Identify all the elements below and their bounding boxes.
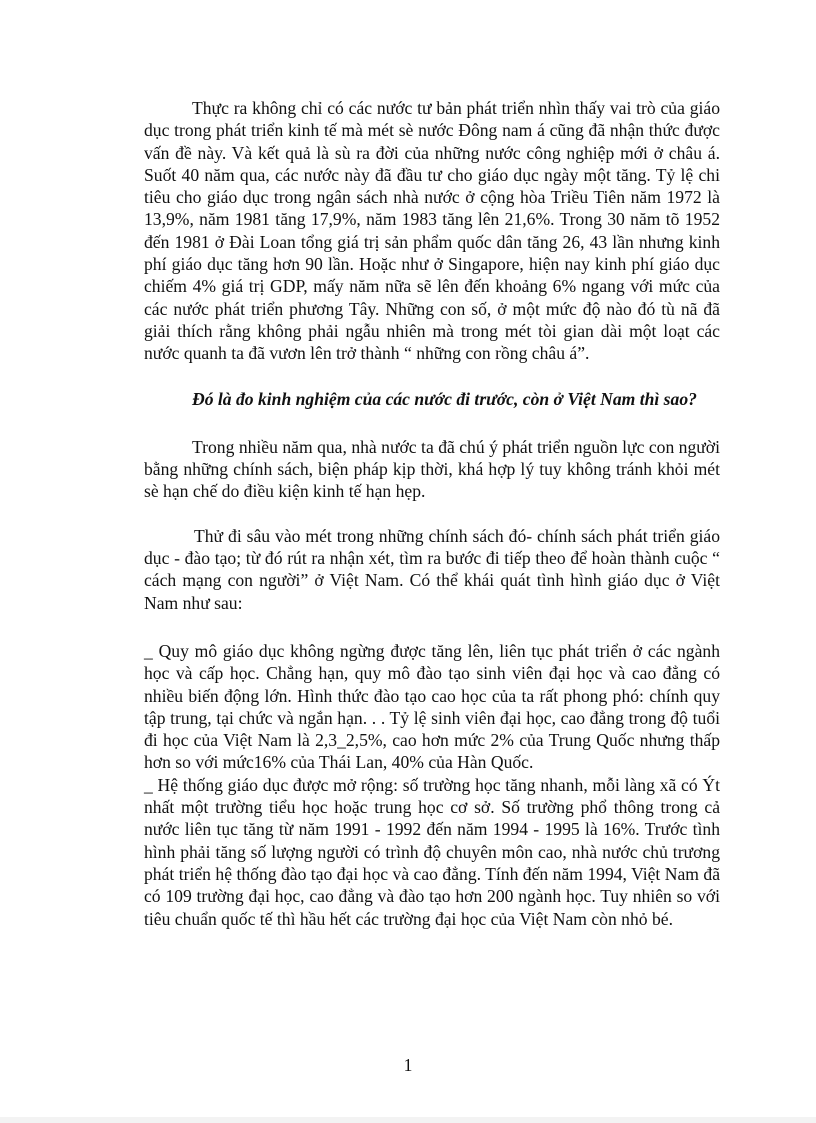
section-question-heading: Đó là đo kinh nghiệm của các nước đi trước, còn ở Việt Nam thì sao? — [192, 388, 697, 409]
list-item-system: _ Hệ thống giáo dục được mở rộng: số trường học tăng nhanh, mỗi làng xã có Ýt nhất một trường tiểu học hoặc trung học cơ sở. Số trường phổ thông trong cả nước liên tục tăng từ năm 1991 - 1992 đến năm 1994 - 1995 là 16%. Trước tình hình phải tăng số lượng người có trình độ chuyên môn cao, nhà nước chủ trương phát triển hệ thống đào tạo đại học và cao đẳng. Tính đến năm 1994, Việt Nam đã có 109 trường đại học, cao đẳng và đào tạo hơn 200 ngành học. Tuy nhiên so với tiêu chuẩn quốc tế thì hầu hết các trường đại học của Việt Nam còn nhỏ bé. — [144, 774, 720, 929]
page-number: 1 — [403, 1055, 413, 1075]
paragraph-education-overview: Thử đi sâu vào mét trong những chính sách đó- chính sách phát triển giáo dục - đào tạo; từ đó rút ra nhận xét, tìm ra bước đi tiếp theo để hoàn thành cuộc “ cách mạng con người” ở Việt Nam. Có thể khái quát tình hình giáo dục ở Việt Nam như sau: — [144, 525, 720, 613]
document-body — [144, 97, 720, 930]
paragraph-asian-tigers: Thực ra không chỉ có các nước tư bản phát triển nhìn thấy vai trò của giáo dục trong phát triển kinh tế mà mét sè nước Đông nam á cũng đã nhận thức được vấn đề này. Và kết quả là sù ra đời của những nước công nghiệp mới ở châu á. Suốt 40 năm qua, các nước này đã đầu tư cho giáo dục ngày một tăng. Tỷ lệ chi tiêu cho giáo dục trong ngân sách nhà nước ở cộng hòa Triều Tiên năm 1972 là 13,9%, năm 1981 tăng 17,9%, năm 1983 tăng lên 21,6%. Trong 30 năm tõ 1952 đến 1981 ở Đài Loan tổng giá trị sản phẩm quốc dân tăng 26, 43 lần nhưng kinh phí giáo dục tăng hơn 90 lần. Hoặc như ở Singapore, hiện nay kinh phí giáo dục chiếm 4% giá trị GDP, mấy năm nữa sẽ lên đến khoảng 6% ngang với mức của các nước phát triển phương Tây. Những con số, ở một mức độ nào đó tù nã đã giải thích rằng không phải ngẫu nhiên mà trong mét tòi gian dài một loạt các nước quanh ta đã vươn lên trở thành “ những con rồng châu á”. — [144, 98, 720, 364]
list-item-scale: _ Quy mô giáo dục không ngừng được tăng lên, liên tục phát triển ở các ngành học và cấp học. Chẳng hạn, quy mô đào tạo sinh viên đại học và cao đẳng có nhiều biến động lớn. Hình thức đào tạo cao học của ta rất phong phó: chính quy tập trung, tại chức và ngắn hạn. . . Tỷ lệ sinh viên đại học, cao đẳng trong độ tuổi đi học của Việt Nam là 2,3_2,5%, cao hơn mức 2% của Trung Quốc nhưng thấp hơn so với mức16% của Thái Lan, 40% của Hàn Quốc. — [144, 640, 720, 773]
page-bottom-edge — [0, 1117, 816, 1123]
paragraph-vietnam-policy: Trong nhiều năm qua, nhà nước ta đã chú ý phát triển nguồn lực con người bằng những chính sách, biện pháp kịp thời, khá hợp lý tuy không tránh khỏi mét sè hạn chế do điều kiện kinh tế hạn hẹp. — [144, 436, 720, 502]
